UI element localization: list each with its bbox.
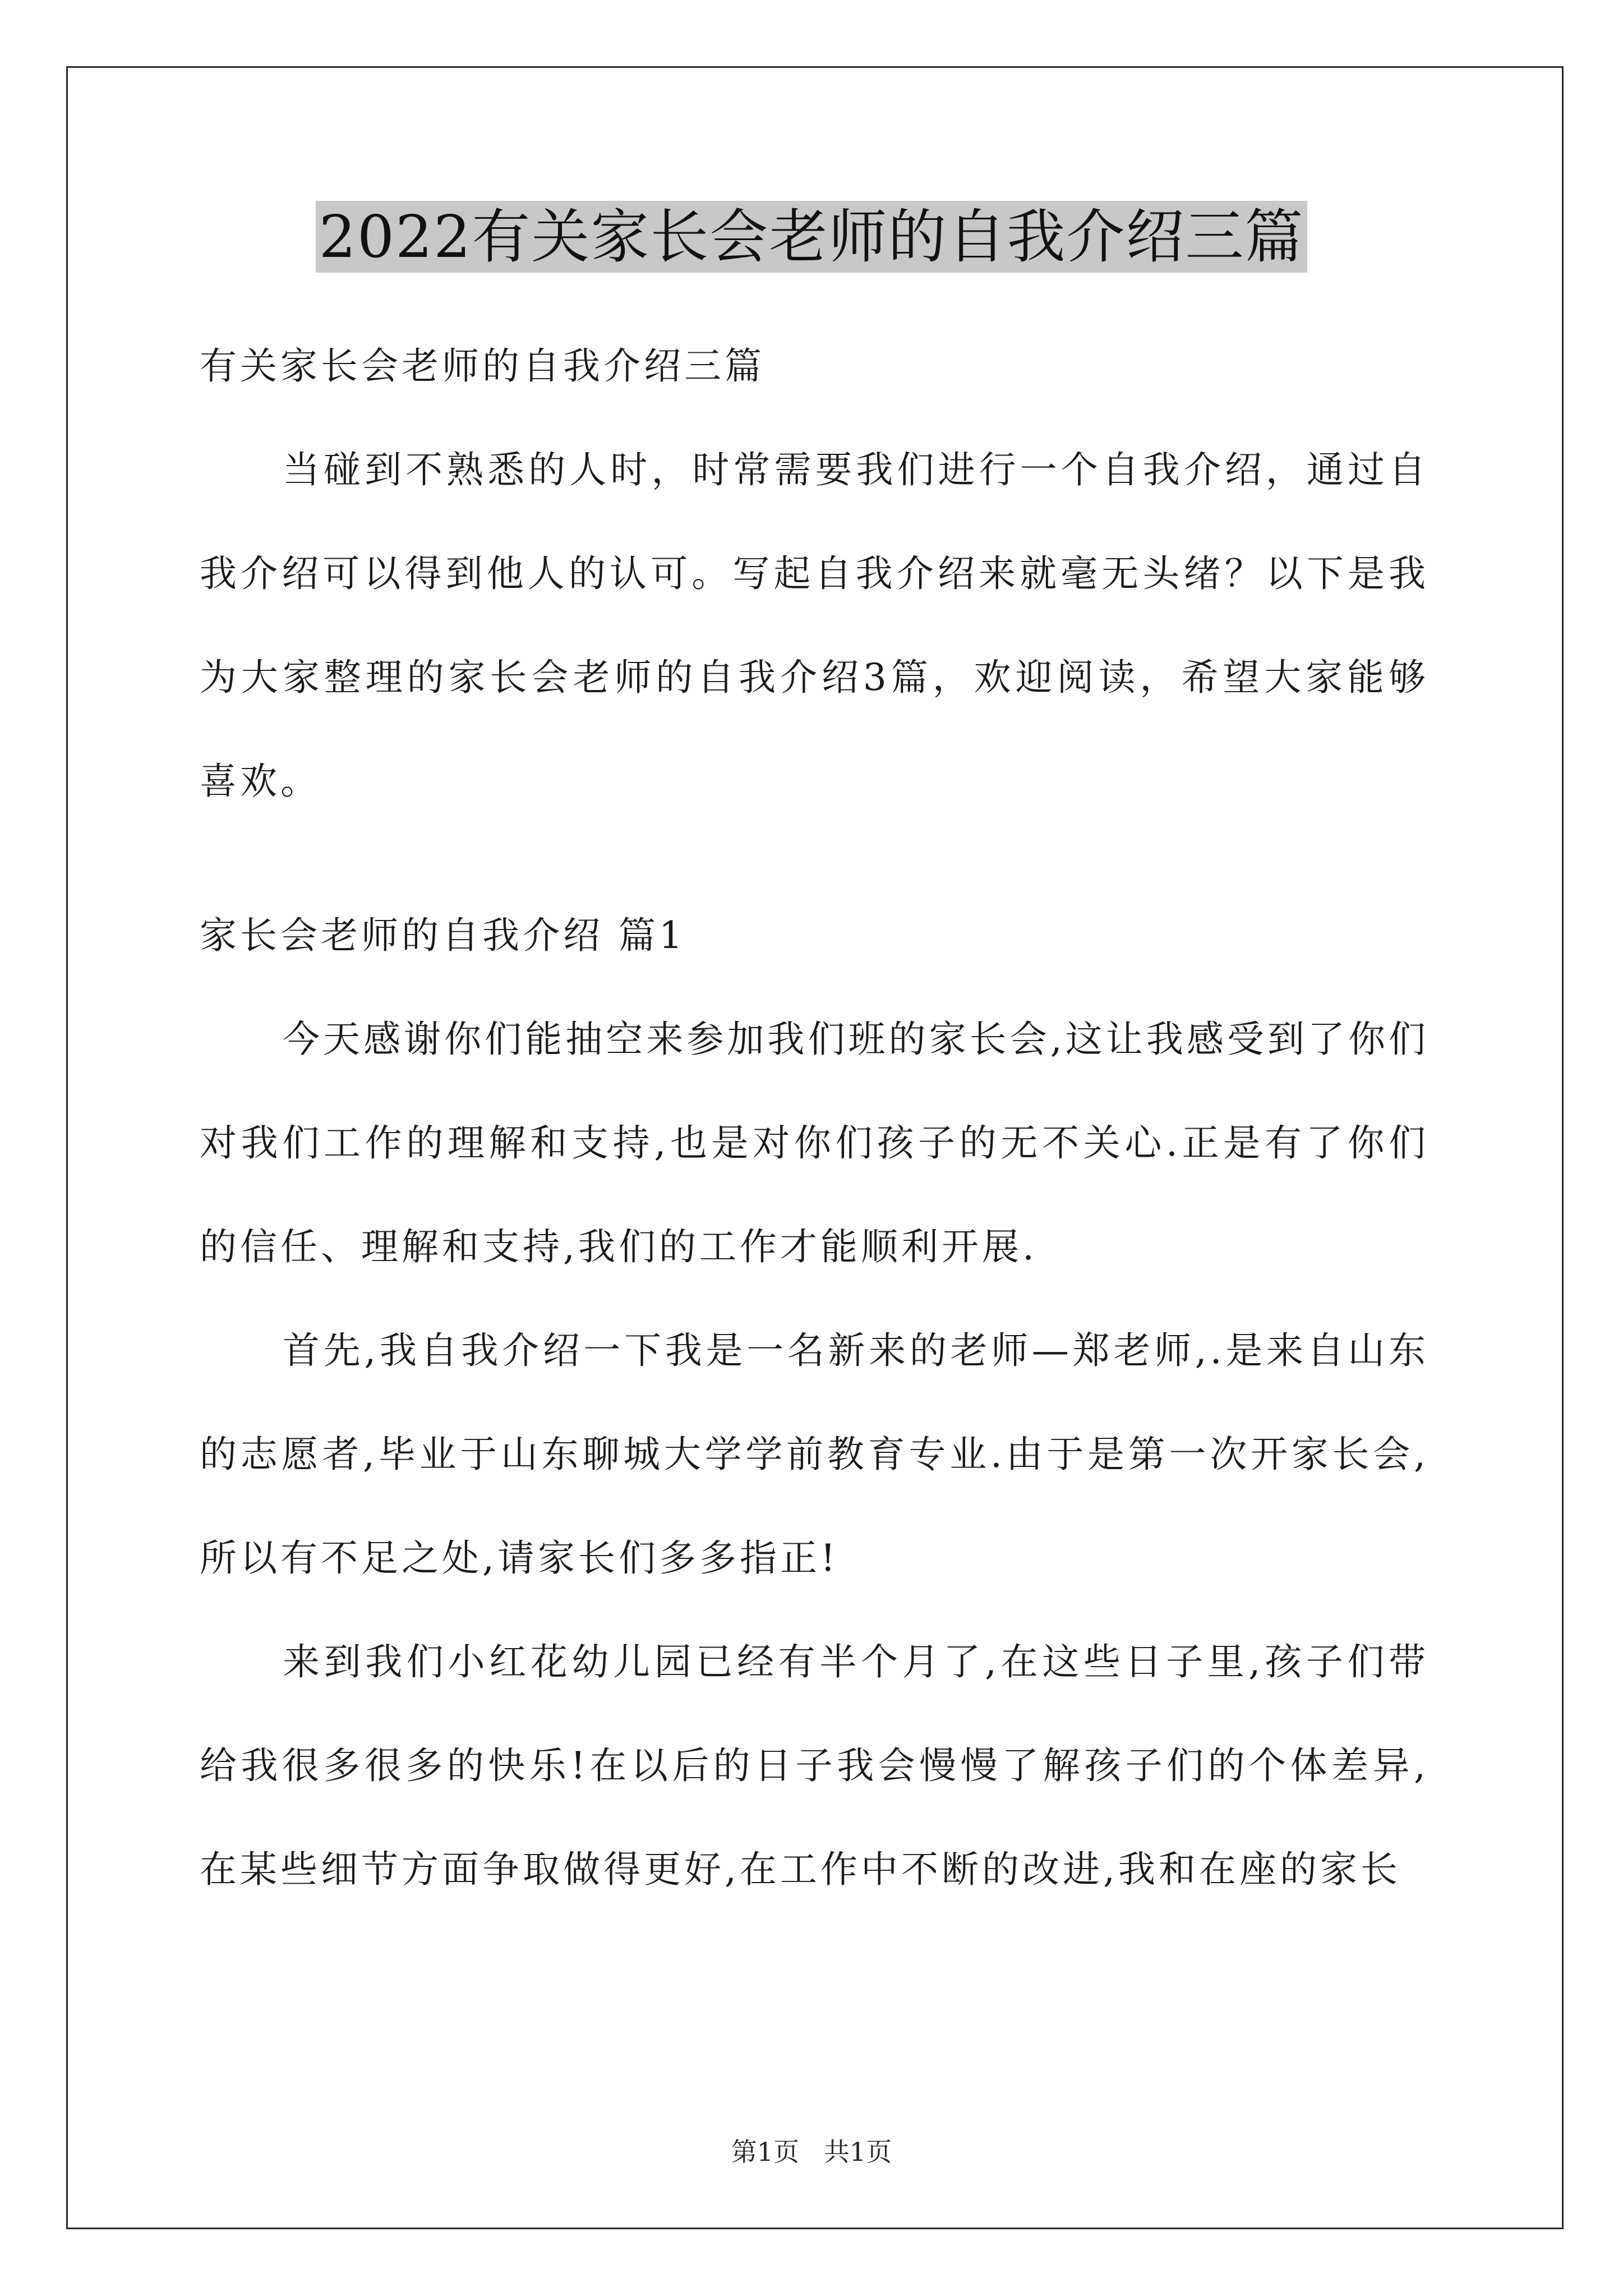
section-heading: 家长会老师的自我介绍 篇1 [200, 914, 686, 957]
page-footer: 第1页 共1页 [731, 2137, 892, 2167]
title-container [0, 201, 1623, 273]
document-subtitle: 有关家长会老师的自我介绍三篇 [200, 344, 765, 388]
body-paragraph: 今天感谢你们能抽空来参加我们班的家长会,这让我感受到了你们对我们工作的理解和支持,也是对你们孩子的无不关心.正是有了你们的信任、理解和支持,我们的工作才能顺利开展. [200, 1018, 1429, 1268]
document-title: 2022有关家长会老师的自我介绍三篇 [316, 201, 1308, 273]
intro-paragraph: 当碰到不熟悉的人时，时常需要我们进行一个自我介绍，通过自我介绍可以得到他人的认可。写起自我介绍来就毫无头绪？以下是我为大家整理的家长会老师的自我介绍3篇，欢迎阅读，希望大家能够喜欢。 [200, 448, 1429, 803]
document-body [200, 314, 1429, 1921]
body-paragraph: 来到我们小红花幼儿园已经有半个月了,在这些日子里,孩子们带给我很多很多的快乐!在以后的日子我会慢慢了解孩子们的个体差异,在某些细节方面争取做得更好,在工作中不断的改进,我和在座的家长 [200, 1640, 1429, 1891]
body-paragraph: 首先,我自我介绍一下我是一名新来的老师—郑老师,.是来自山东的志愿者,毕业于山东聊城大学学前教育专业.由于是第一次开家长会,所以有不足之处,请家长们多多指正! [200, 1329, 1429, 1580]
section-spacer [200, 833, 1429, 884]
